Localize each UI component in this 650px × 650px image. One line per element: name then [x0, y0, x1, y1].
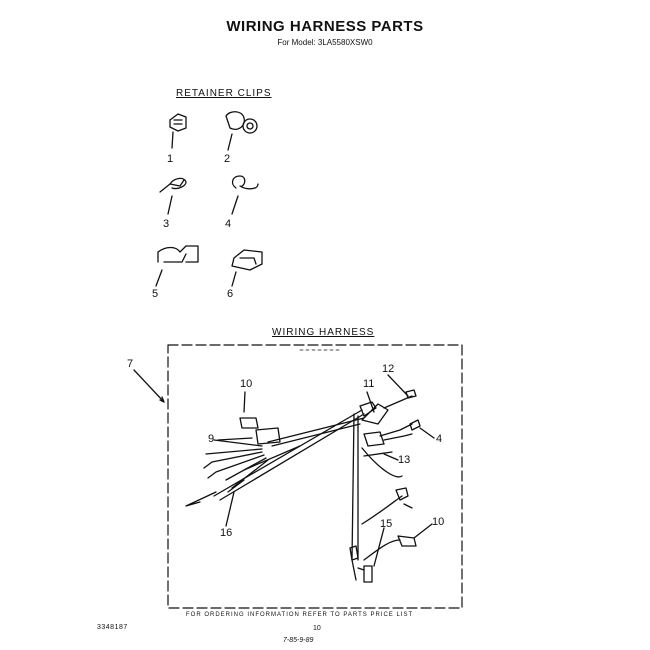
callout-12: 12 [382, 363, 395, 375]
callout-10-top: 10 [240, 378, 253, 390]
page-number: 10 [313, 625, 321, 632]
clip-6-number: 6 [227, 288, 234, 300]
ordering-note: FOR ORDERING INFORMATION REFER TO PARTS PRICE LIST [186, 612, 414, 618]
callout-7: 7 [127, 358, 134, 370]
callout-15: 15 [380, 518, 393, 530]
right-branches [362, 390, 420, 560]
retainer-clip-3 [160, 178, 186, 214]
clip-1-number: 1 [167, 153, 174, 165]
retainer-clip-5 [156, 246, 198, 286]
document-part-number: 3348187 [97, 624, 128, 631]
retainer-clip-4 [232, 176, 258, 214]
harness-frame [168, 345, 462, 608]
clip-4-number: 4 [225, 218, 232, 230]
callout-16: 16 [220, 527, 233, 539]
model-number: For Model: 3LA5580XSW0 [277, 38, 373, 47]
callout-11: 11 [363, 378, 375, 390]
callout-9: 9 [208, 433, 215, 445]
date-code: 7-85-9-89 [283, 637, 314, 644]
wiring-harness-heading: WIRING HARNESS [272, 327, 375, 338]
clip-5-number: 5 [152, 288, 159, 300]
clip-2-number: 2 [224, 153, 231, 165]
clip-3-number: 3 [163, 218, 170, 230]
retainer-clip-2 [226, 112, 257, 150]
callout-10-bottom: 10 [432, 516, 445, 528]
retainer-clips-heading: RETAINER CLIPS [176, 88, 272, 99]
retainer-clip-1 [170, 114, 186, 148]
retainer-clip-6 [232, 250, 262, 286]
callout-13: 13 [398, 454, 411, 466]
callout-4: 4 [436, 433, 443, 445]
page-title: WIRING HARNESS PARTS [226, 18, 424, 35]
main-harness [186, 402, 376, 506]
